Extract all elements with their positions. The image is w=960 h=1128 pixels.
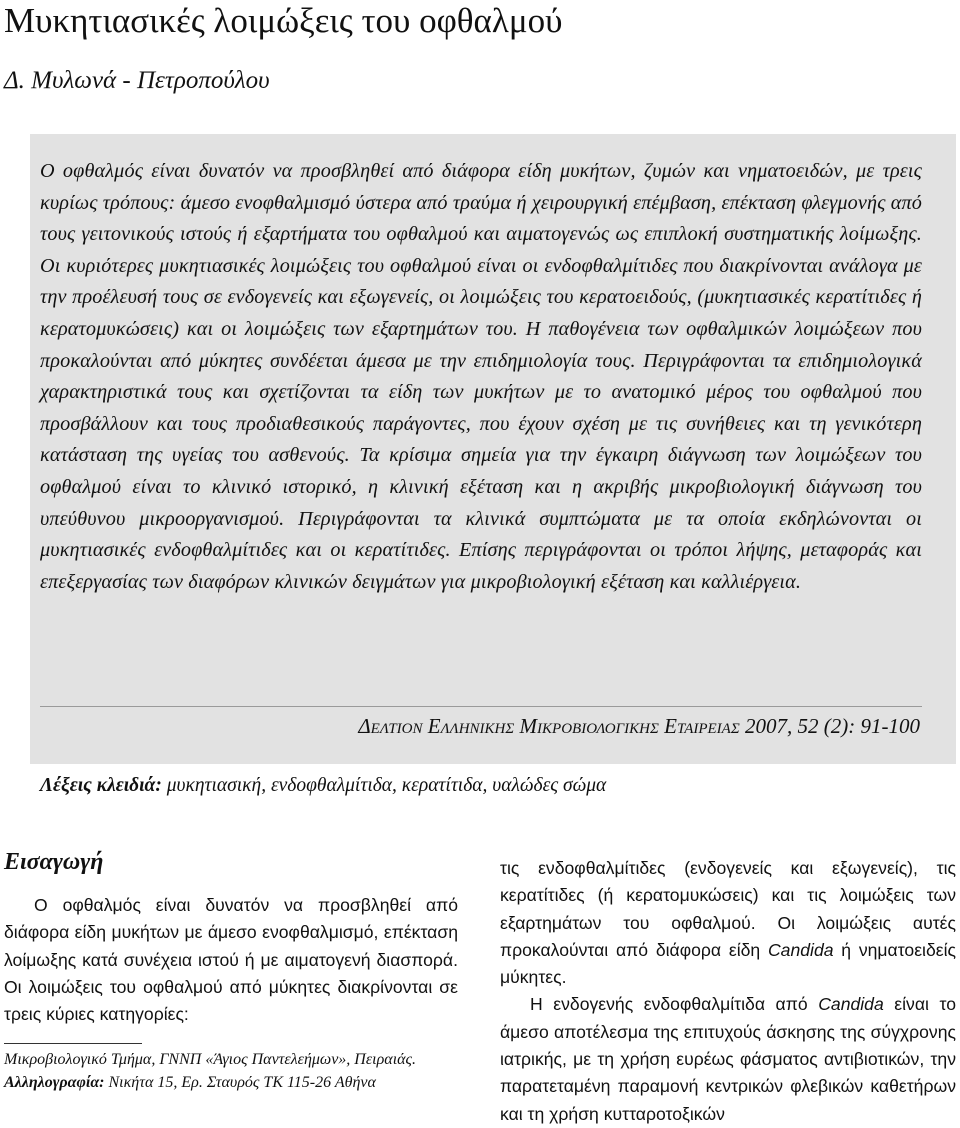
authors: Δ. Μυλωνά - Πετροπούλου: [4, 67, 270, 94]
correspondence-address: Νικήτα 15, Ερ. Σταυρός ΤΚ 115-26 Αθήνα: [108, 1073, 376, 1091]
abstract-sentence: Περιγράφονται τα επιδημιολογικά χαρακτηριστικά τους και σχετίζονται τα είδη των μυκήτων με το ανατομικό μέρος του οφθαλμού που προσβάλλουν και τους προδιαθεσικούς παράγοντες, που έχουν σχέση με τις συνήθειες και τη γενικότερη κατάσταση της υγείας του ασθενούς.: [40, 349, 922, 467]
correspondence-label: Αλληλογραφία:: [4, 1073, 105, 1091]
abstract-sentence: Τα κρίσιμα σημεία για την έγκαιρη διάγνωση των λοιμώξεων του οφθαλμού είναι το κλινικό ιστορικό, η κλινική εξέταση και η ακριβής μικροβιολογική διάγνωση του υπεύθυνου μικροοργανισμού.: [40, 444, 922, 530]
keywords-label: Λέξεις κλειδιά:: [40, 775, 162, 796]
abstract-text: [40, 156, 922, 598]
footnote-divider: [4, 1043, 142, 1044]
footnote-affiliation: Μικροβιολογικό Τμήμα, ΓΝΝΠ «Άγιος Παντελεήμων», Πειραιάς.: [4, 1051, 417, 1068]
citation-ref: 2007, 52 (2): 91-100: [745, 714, 920, 738]
body-paragraph: [500, 991, 956, 1127]
section-heading: Εισαγωγή: [4, 849, 104, 875]
left-column: [4, 892, 458, 1028]
abstract-sentence: Περιγράφονται τα κλινικά συμπτώματα με τα οποία εκδηλώνονται οι μυκητιασικές ενδοφθαλμίτιδες και οι κερατίτιδες. Επίσης περιγράφονται οι τρόποι λήψης, μεταφοράς και επεξεργασίας των διαφόρων κλινικών δειγμάτων για μικροβιολογική εξέταση και καλλιέργεια.: [40, 507, 922, 593]
abstract-sentence: Ο οφθαλμός είναι δυνατόν να προσβληθεί από διάφορα είδη μυκήτων, ζυμών και νηματοειδών, με τρεις κυρίως τρόπους: άμεσο ενοφθαλμισμό ύστερα από τραύμα ή χειρουργική επέμβαση, επέκταση φλεγμονής από τους γειτονικούς ιστούς ή εξαρτήματα του οφθαλμού και αιματογενώς ως επιπλοκή συστηματικής λοίμωξης.: [40, 160, 922, 246]
body-paragraph: [500, 855, 956, 991]
citation-word: ΛΛΗΝΙΚΗΣ: [440, 721, 515, 737]
body-text: ή νηματοειδείς μύκητες.: [500, 939, 956, 988]
citation-cap: Ε: [427, 714, 441, 738]
citation-word: ΤΑΙΡΕΙΑΣ: [676, 721, 740, 737]
footnote-correspondence: [4, 1072, 458, 1095]
keywords: [40, 773, 606, 799]
journal-citation: [358, 712, 920, 743]
keywords-text: μυκητιασική, ενδοφθαλμίτιδα, κερατίτιδα, υαλώδες σώμα: [166, 775, 607, 796]
abstract-sentence: Οι κυριότερες μυκητιασικές λοιμώξεις του οφθαλμού είναι οι ενδοφθαλμίτιδες που διακρίνονται ανάλογα με την προέλευσή τους σε ενδογενείς και εξωγενείς, οι λοιμώξεις του κερατοειδούς, (μυκητιασικές κερατίτιδες ή κερατομυκώσεις) και οι λοιμώξεις των εξαρτημάτων του. Η παθογένεια των οφθαλμικών λοιμώξεων που προκαλούνται από μύκητες συνδέεται άμεσα με την επιδημιολογία τους.: [40, 254, 922, 372]
body-text: τις ενδοφθαλμίτιδες (ενδογενείς και εξωγενείς), τις κερατίτιδες (ή κερατομυκώσεις) και τις λοιμώξεις των εξαρτημάτων του οφθαλμού. Οι λοιμώξεις αυτές προκαλούνται από διάφορα είδη: [500, 858, 956, 960]
body-text: Η ενδογενής ενδοφθαλμίτιδα από: [530, 994, 819, 1015]
intro-paragraph: Ο οφθαλμός είναι δυνατόν να προσβληθεί από διάφορα είδη μυκήτων με άμεσο ενοφθαλμισμό, επέκταση λοίμωξης κατά συνέχεια ιστού ή με αιματογενή διασπορά. Οι λοιμώξεις του οφθαλμού από μύκητες διακρίνονται σε τρεις κύριες κατηγορίες:: [4, 895, 458, 1025]
right-column: [500, 855, 956, 1128]
species-name: Candida: [767, 939, 834, 960]
footnote: [4, 1049, 458, 1094]
citation-word: ΕΛΤΙΟΝ: [370, 721, 423, 737]
body-text: είναι το άμεσο αποτέλεσμα της επιτυχούς άσκησης της σύγχρονης ιατρικής, με τη χρήση ευρέως φάσματος αντιβιοτικών, την παρατεταμένη παραμονή κεντρικών φλεβικών καθετήρων και τη χρήση κυτταροτοξικών: [500, 994, 956, 1124]
citation-cap: Δ: [358, 714, 371, 738]
citation-word: ΙΚΡΟΒΙΟΛΟΓΙΚΗΣ: [537, 721, 659, 737]
article-title: Μυκητιασικές λοιμώξεις του οφθαλμού: [4, 1, 563, 40]
abstract-divider: [40, 706, 922, 707]
citation-cap: Ε: [664, 714, 677, 738]
species-name: Candida: [818, 994, 884, 1015]
citation-cap: Μ: [519, 714, 538, 738]
